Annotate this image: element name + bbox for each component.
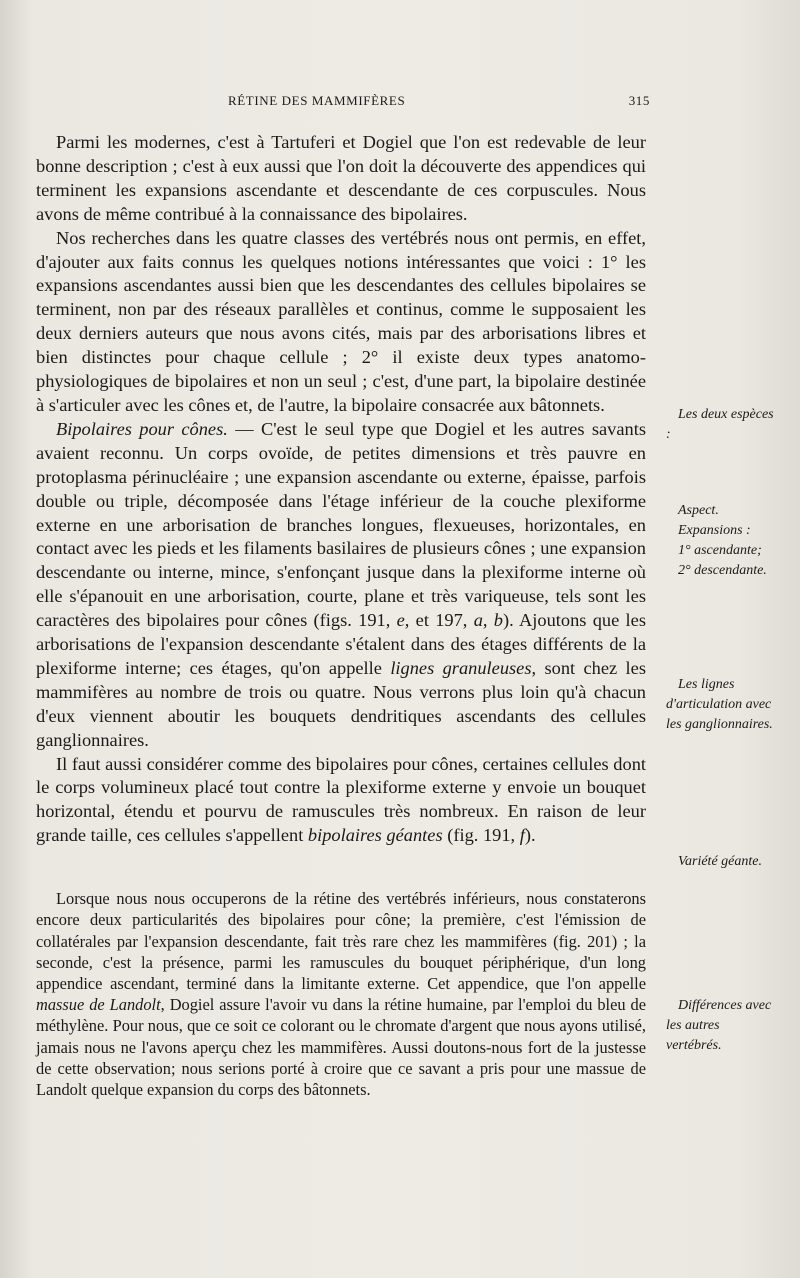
term-bipolaires-geantes: bipolaires géantes <box>307 825 443 846</box>
term-massue-de-landolt: massue de Landolt <box>36 995 161 1015</box>
running-header <box>30 93 660 113</box>
margin-note-variete: Variété géante. <box>678 854 762 869</box>
margin-note-aspect: Aspect. Expansions : 1° ascendante; 2° descendante. <box>678 503 767 578</box>
page-number: 315 <box>628 93 650 108</box>
term-lignes-granuleuses: lignes granuleuses <box>390 657 532 678</box>
paragraph-3: Bipolaires pour cônes. — C'est le seul type que Dogiel et les autres savants avaient reconnu. Un corps ovoïde, de petites dimensions et très pauvre en protoplasma périnucléaire ; une expansion ascendante ou externe, épaisse, parfois double ou triple, décomposée dans l'étage inférieur de la couche plexiforme externe en une arborisation de branches longues, flexueuses, horizontales, en contact avec les pieds et les filaments basilaires de plusieurs cônes ; une expansion descendante ou interne, mince, s'enfonçant jusque dans la plexiforme interne où elle s'épanouit en une arborisation, courte, plane et très variqueuse, tels sont les caractères des bipolaires pour cônes (figs. 191, e, et 197, a, b). Ajoutons que les arborisations de l'expansion descendante s'étalent dans des étages différents de la plexiforme interne; ces étages, qu'on appelle lignes granuleuses, sont chez les mammifères au nombre de trois ou quatre. Nous verrons plus loin qu'à chacun d'eux viennent aboutir les bouquets dendritiques ascendants des cellules ganglionnaires. <box>36 418 646 750</box>
paragraph-2: Nos recherches dans les quatre classes des vertébrés nous ont permis, en effet, d'ajouter aux faits connus les quelques notions intéressantes que voici : 1° les expansions ascendantes aussi bien que les descendantes des cellules bipolaires se terminent, non par des réseaux parallèles et continus, comme le supposaient les deux derniers auteurs que nous avons cités, mais par des arborisations libres et bien distinctes pour chaque cellule ; 2° il existe deux types anatomo-physiologiques de bipolaires et non un seul ; c'est, d'une part, la bipolaire destinée à s'articuler avec les cônes et, de l'autre, la bipolaire consacrée aux bâtonnets. <box>36 227 646 415</box>
paragraph-5: Lorsque nous nous occuperons de la rétine des vertébrés inférieurs, nous constaterons encore deux particularités des bipolaires pour cône; la première, c'est l'émission de collatérales par l'expansion descendante, fait très rare chez les mammifères (fig. 201) ; la seconde, c'est la présence, parmi les ramuscules du bouquet périphérique, d'un long appendice ascendant, terminé dans la limitante externe. Cet appendice, que l'on appelle massue de Landolt, Dogiel assure l'avoir vu dans la rétine humaine, par l'emploi du bleu de méthylène. Pour nous, que ce soit ce colorant ou le chromate d'argent que nous ayons utilisé, jamais nous ne l'avons aperçu chez les mammifères. Aussi doutons-nous fort de la justesse de cette observation; nous serions porté à croire que ce savant a pris pour une massue de Landolt quelque expansion du corps des bâtonnets. <box>36 889 646 1100</box>
margin-note-deux-especes: Les deux espèces : <box>666 407 774 442</box>
margin-note-differences: Différences avec les autres vertébrés. <box>666 998 772 1053</box>
margin-note-lignes: Les lignes d'articulation avec les ganglionnaires. <box>666 677 773 732</box>
paragraph-4: Il faut aussi considérer comme des bipolaires pour cônes, certaines cellules dont le corps volumineux placé tout contre la plexiforme externe y envoie un bouquet horizontal, étendu et pourvu de ramuscules très nombreux. En raison de leur grande taille, ces cellules s'appellent bipolaires géantes (fig. 191, f). <box>36 753 646 846</box>
paragraph-1: Parmi les modernes, c'est à Tartuferi et Dogiel que l'on est redevable de leur bonne description ; c'est à eux aussi que l'on doit la découverte des appendices qui terminent les expansions ascendante et descendante de ces corpuscules. Nous avons de même contribué à la connaissance des bipolaires. <box>36 132 646 224</box>
running-title: RÉTINE DES MAMMIFÈRES <box>228 93 406 108</box>
section-lead: Bipolaires pour cônes. <box>56 418 228 439</box>
main-text <box>36 131 646 1100</box>
